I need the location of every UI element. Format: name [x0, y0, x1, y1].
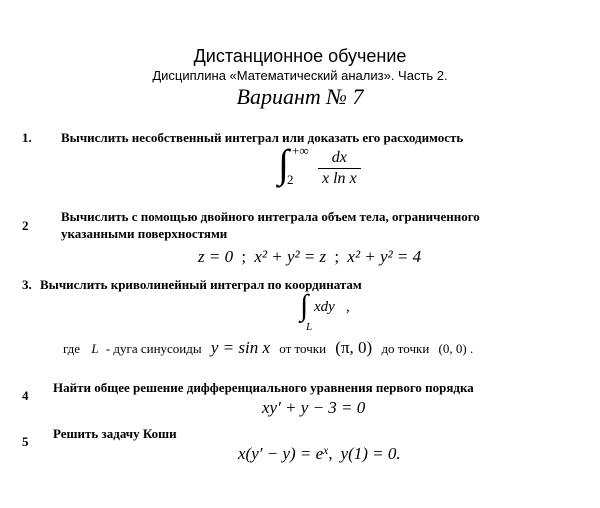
variant-title: Вариант № 7 — [236, 84, 364, 109]
exponent: x — [323, 443, 329, 457]
integral-sign: ∫ — [278, 141, 289, 186]
task-3-number: 3. — [22, 277, 32, 292]
condition-equation: y = sin x — [210, 338, 271, 357]
condition-from-label: от точки — [279, 341, 327, 356]
formula-part-z: z = 0 — [198, 247, 234, 266]
condition-prefix: где — [63, 341, 81, 356]
condition-to-label: до точки — [381, 341, 430, 356]
integral-lower-limit: 2 — [287, 172, 294, 187]
line-integral-subscript: L — [306, 321, 313, 333]
cauchy-initial-condition: y(1) = 0. — [340, 444, 401, 463]
formula-separator: ; — [334, 247, 340, 266]
cauchy-separator: , — [328, 444, 333, 463]
task-3-formula — [300, 291, 370, 333]
task-2-number: 2 — [22, 218, 29, 233]
task-4-number: 4 — [22, 388, 29, 403]
line-integrand: xdy — [314, 299, 335, 315]
condition-end: . — [469, 341, 474, 356]
task-3-condition — [63, 338, 473, 358]
task-1-text: Вычислить несобственный интеграл или доказать его расходимость — [61, 130, 464, 145]
task-2-formula — [198, 247, 421, 267]
task-4-text: Найти общее решение дифференциального уравнения первого порядка — [53, 380, 474, 395]
cauchy-equation: x(y′ − y) = e — [238, 444, 324, 463]
task-5-formula — [238, 444, 401, 464]
condition-middle: - дуга синусоиды — [105, 341, 202, 356]
formula-part-cylinder: x² + y² = 4 — [347, 247, 422, 266]
integrand-fraction — [318, 149, 361, 188]
fraction-denominator: x ln x — [322, 170, 357, 187]
condition-from-point: (π, 0) — [335, 338, 373, 357]
task-4-formula: xy′ + y − 3 = 0 — [262, 398, 366, 417]
line-integrand-comma: , — [346, 299, 350, 315]
condition-curve: L — [91, 341, 99, 356]
document-subtitle: Дисциплина «Математический анализ». Часть 2. — [152, 68, 448, 83]
task-3-text: Вычислить криволинейный интеграл по координатам — [40, 277, 362, 292]
task-5-text: Решить задачу Коши — [53, 426, 177, 441]
task-1-formula — [278, 141, 388, 192]
task-1-number: 1. — [22, 130, 32, 145]
integral-upper-limit: +∞ — [292, 143, 309, 158]
formula-part-paraboloid: x² + y² = z — [254, 247, 327, 266]
task-2-text-line2: указанными поверхностями — [61, 226, 228, 241]
line-integral-sign: ∫ — [300, 289, 309, 322]
formula-separator: ; — [241, 247, 247, 266]
condition-to-point: (0, 0) — [438, 341, 467, 356]
document-title: Дистанционное обучение — [193, 46, 407, 66]
fraction-numerator: dx — [318, 149, 361, 169]
task-5-number: 5 — [22, 434, 29, 449]
task-2-text-line1: Вычислить с помощью двойного интеграла объем тела, ограниченного — [61, 209, 480, 224]
